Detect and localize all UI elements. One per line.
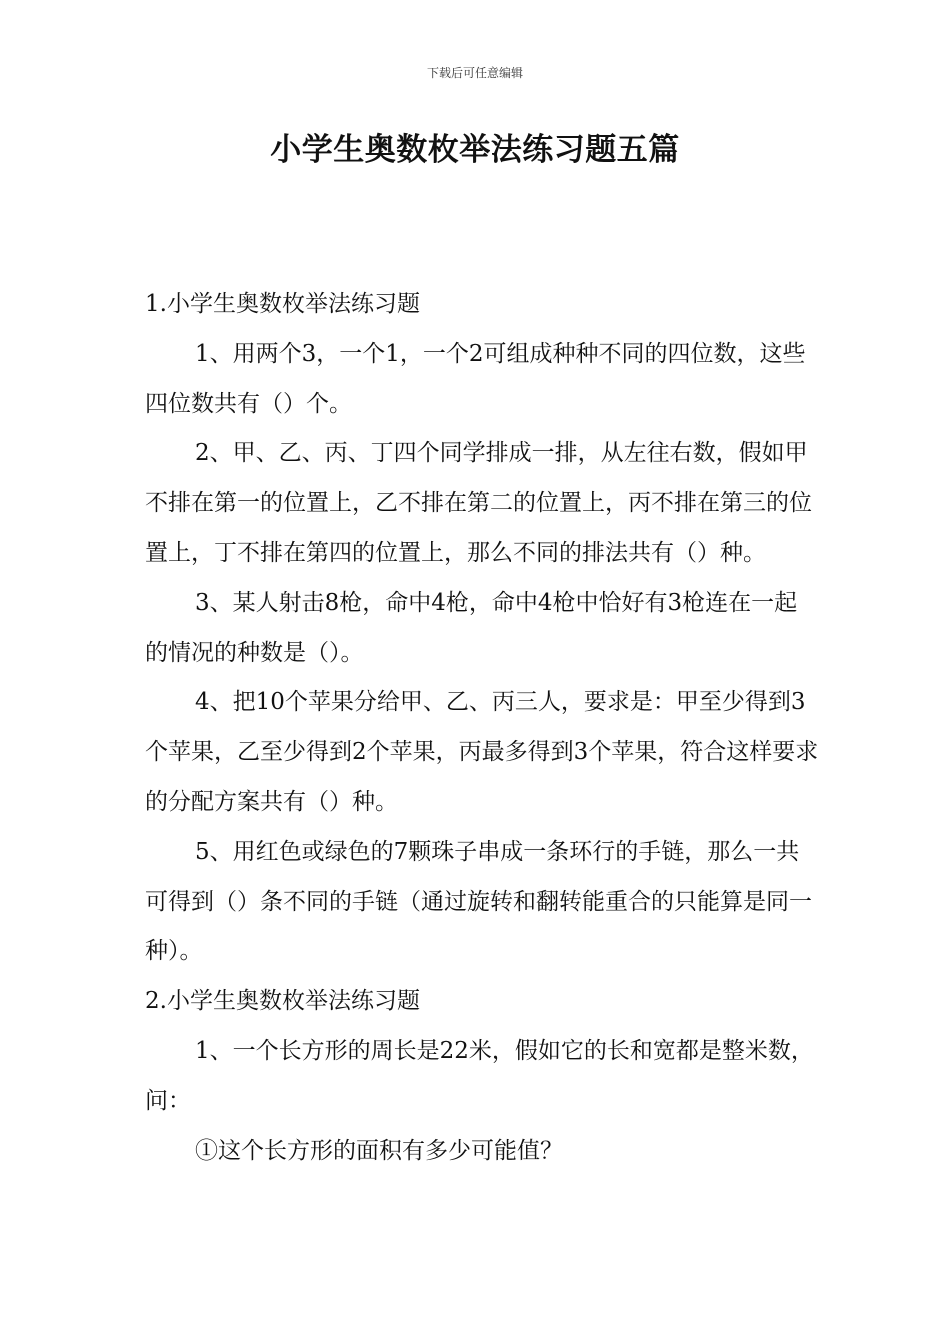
question-paragraph: 4、把10个苹果分给甲、乙、丙三人，要求是：甲至少得到3个苹果，乙至少得到2个苹果，丙最多得到3个苹果，符合这样要求的分配方案共有（）种。 [145, 689, 819, 815]
document-title: 小学生奥数枚举法练习题五篇 [270, 132, 680, 168]
question-paragraph: ①这个长方形的面积有多少可能值？ [195, 1137, 563, 1164]
question-paragraph: 1、用两个3，一个1，一个2可组成种种不同的四位数，这些四位数共有（）个。 [145, 340, 806, 417]
question-paragraph: 3、某人射击8枪，命中4枪，命中4枪中恰好有3枪连在一起的情况的种数是（）。 [145, 589, 798, 666]
section-heading-1: 1.小学生奥数枚举法练习题 [145, 291, 420, 317]
header-note: 下载后可任意编辑 [426, 66, 523, 80]
question-paragraph: 2、甲、乙、丙、丁四个同学排成一排，从左往右数，假如甲不排在第一的位置上，乙不排在第二的位置上，丙不排在第三的位置上，丁不排在第四的位置上，那么不同的排法共有（）种。 [145, 440, 812, 566]
section-heading-2: 2.小学生奥数枚举法练习题 [145, 988, 420, 1015]
question-paragraph: 5、用红色或绿色的7颗珠子串成一条环行的手链，那么一共可得到（）条不同的手链（通过旋转和翻转能重合的只能算是同一种）。 [145, 838, 812, 965]
question-paragraph: 1、一个长方形的周长是22米，假如它的长和宽都是整米数，问： [145, 1037, 814, 1114]
document-body [145, 280, 820, 1176]
